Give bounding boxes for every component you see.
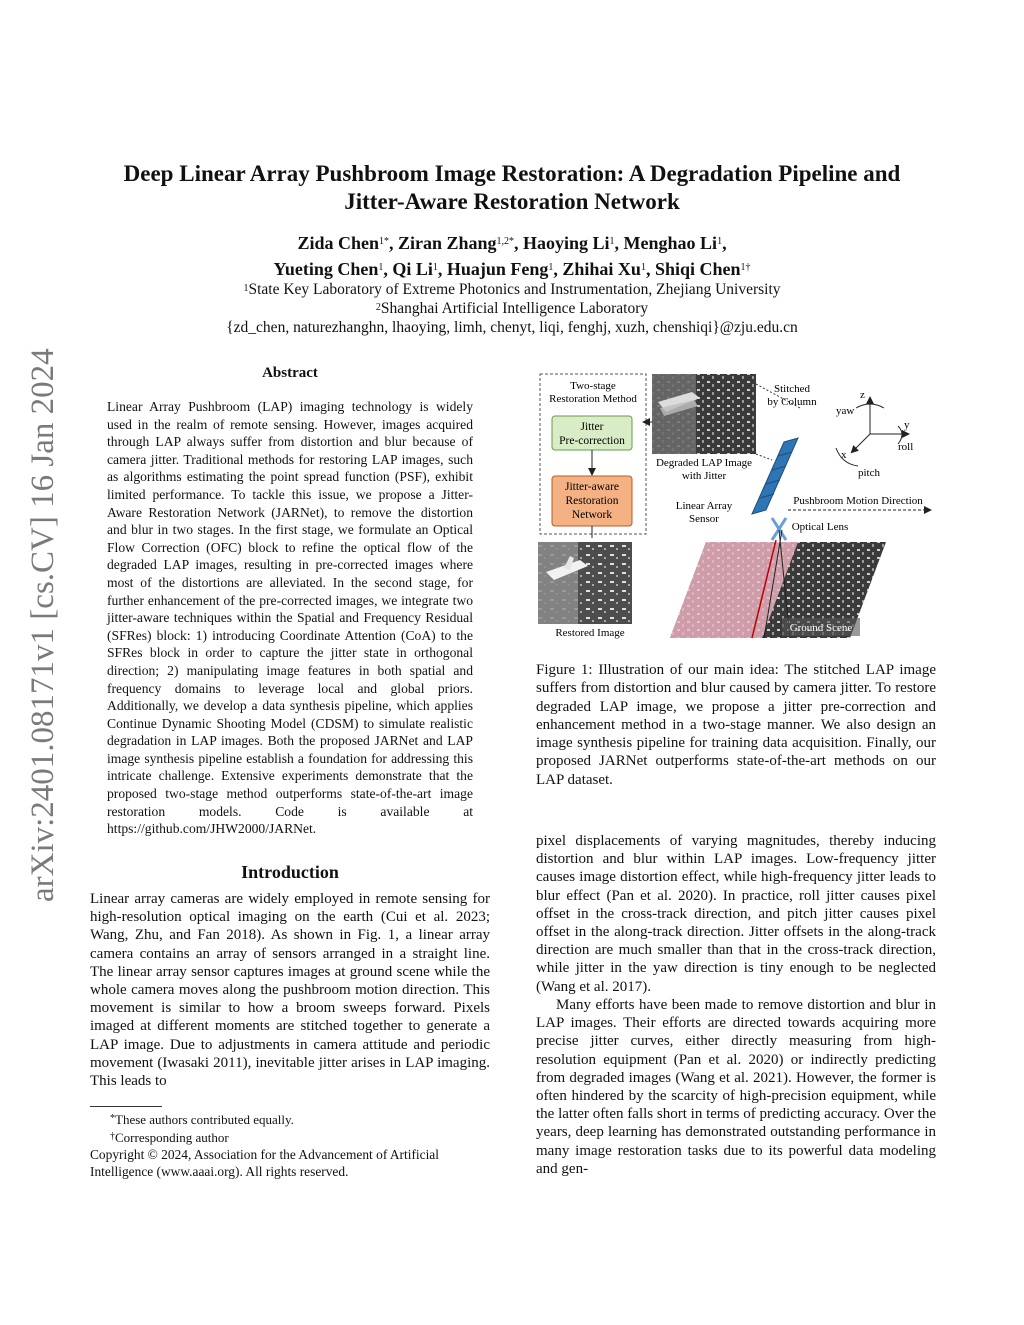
label-ground-scene: Ground Scene	[789, 622, 853, 634]
label-jitter-2: Pre-correction	[559, 435, 625, 447]
footnote-text: These authors contributed equally.	[115, 1112, 294, 1127]
paper-title	[80, 160, 944, 216]
author-name: Qi Li	[392, 259, 433, 279]
label-pushbroom: Pushbroom Motion Direction	[793, 495, 923, 507]
figure-caption: Figure 1: Illustration of our main idea: The stitched LAP image suffers from distortion and blur caused by camera jitter. To restore degraded LAP image, we propose a jitter pre-correction and enhancement method in a two-stage manner. We also design an image synthesis pipeline for training data acquisition. Finally, our proposed JARNet outperforms state-of-the-art methods on our LAP dataset.	[536, 662, 936, 788]
author-sup: 1,2*	[496, 236, 515, 247]
author-sup: 1*	[378, 236, 389, 247]
title-line-2: Jitter-Aware Restoration Network	[344, 189, 680, 214]
footnote-1	[110, 1112, 510, 1128]
label-stitched-2: by Column	[767, 396, 817, 408]
author-list	[80, 230, 944, 282]
introduction-heading: Introduction	[241, 862, 339, 882]
affil-text: State Key Laboratory of Extreme Photonics and Instrumentation, Zhejiang University	[248, 281, 781, 298]
affil-text: Shanghai Artificial Intelligence Laboratory	[380, 300, 649, 317]
label-pitch: pitch	[858, 467, 880, 479]
degraded-lap-image	[652, 374, 756, 454]
footnote-rule	[90, 1106, 162, 1107]
label-two-stage-2: Restoration Method	[549, 393, 637, 405]
copyright-notice: Copyright © 2024, Association for the Advancement of Artificial Intelligence (www.aaai.org). All rights reserved.	[90, 1147, 439, 1179]
stitch-line-bottom	[756, 454, 772, 460]
authors-line-1: Zida Chen$^{1*}$, Ziran Zhang$^{1,2*}$, Haoying Li$^1$, Menghao Li$^1$,	[297, 233, 727, 253]
label-roll: roll	[898, 441, 914, 453]
right-column-para-1: pixel displacements of varying magnitudes, thereby inducing distortion and blur within LAP images. Low-frequency jitter causes image distortion effect, while high-frequency jitter leads to blur effect (Pan et al. 2020). In practice, roll jitter causes pixel offset in the cross-track direction, and pitch jitter causes pixel offset in the along-track direction. Jitter offsets in the along-track direction are much smaller than that in the cross-track direction, while jitter in the yaw direction is tiny enough to be neglected (Wang et al. 2017).	[536, 833, 936, 995]
author-sup: 1	[378, 262, 384, 273]
author-name: Haoying Li	[523, 233, 610, 253]
footnote-sup: *	[110, 1113, 115, 1124]
label-sensor-2: Sensor	[689, 513, 719, 525]
label-jar-2: Restoration	[565, 495, 619, 507]
author-emails: {zd_chen, naturezhanghn, lhaoying, limh, chenyt, liqi, fenghj, xuzh, chenshiqi}@zju.edu.cn	[226, 319, 798, 336]
label-restored: Restored Image	[555, 627, 625, 639]
right-column-para-2: Many efforts have been made to remove distortion and blur in LAP images. Their efforts are directed towards acquiring more precise jitter curves, either directly measuring from high-resolution equipment (Pan et al. 2020) or indirectly predicting from degraded images (Wang et al. 2021). However, the former is often hindered by the scarcity of high-precision equipment, while the latter often falls short in terms of predicting accuracy. Over the years, deep learning has demonstrated outstanding performance in many image restoration tasks due to its powerful data modeling and gen-	[536, 997, 936, 1177]
abstract-heading: Abstract	[262, 365, 318, 381]
axis-y: y	[904, 419, 910, 431]
label-stitched-1: Stitched	[773, 383, 811, 395]
introduction-text: Linear array cameras are widely employed in remote sensing for high-resolution optical imaging on the earth (Cui et al. 2023; Wang, Zhu, and Fan 2018). As shown in Fig. 1, a linear array camera contains an array of sensors arranged in a straight line. The linear array sensor captures images at ground scene while the whole camera moves along the pushbroom motion direction. This movement is similar to how a broom sweeps forward. Pixels imaged at different moments are stitched together to generate a LAP image. Due to adjustments in camera attitude and periodic movement (Iwasaki 2011), inevitable jitter arises in LAP imaging. This leads to	[90, 891, 490, 1090]
authors-line-2: Yueting Chen$^1$, Qi Li$^1$, Huajun Feng$^1$, Zhihai Xu$^1$, Shiqi Chen$^{1\dagger}$	[273, 259, 751, 279]
linear-array-sensor	[752, 438, 798, 514]
author-sup: 1	[548, 262, 554, 273]
label-optical-lens: Optical Lens	[791, 521, 849, 533]
author-name: Huajun Feng	[446, 259, 549, 279]
affiliation-2	[80, 299, 944, 318]
author-name: Shiqi Chen	[654, 259, 741, 279]
author-sup: 1	[640, 262, 646, 273]
footnote-sup: †	[110, 1131, 115, 1142]
figure-1	[536, 372, 940, 644]
label-two-stage-1: Two-stage	[570, 380, 616, 392]
affil-sup: 2	[375, 302, 381, 313]
label-degraded-2: with Jitter	[681, 470, 727, 482]
affiliations	[80, 280, 944, 337]
affil-sup: 1	[243, 283, 249, 294]
axis-x: x	[841, 449, 847, 461]
label-sensor-1: Linear Array	[675, 500, 733, 512]
author-name: Menghao Li	[623, 233, 718, 253]
label-jar-3: Network	[571, 509, 613, 521]
title-line-1: Deep Linear Array Pushbroom Image Restoration: A Degradation Pipeline and	[123, 161, 901, 186]
ground-scene	[670, 530, 886, 638]
abstract-text: Linear Array Pushbroom (LAP) imaging technology is widely used in the realm of remote sensing. However, images acquired through LAP always suffer from distortion and blur because of camera jitter. Traditional methods for restoring LAP images, such as algorithms estimating the point spread function (PSF), exhibit limited performance. To tackle this issue, we propose a Jitter-Aware Restoration Network (JARNet), to remove the distortion and blur in two stages. In the first stage, we formulate an Optical Flow Correction (OFC) block to refine the optical flow of the degraded LAP images, resulting in pre-corrected images where most of the distortions are alleviated. In the second stage, for further enhancement of the pre-corrected images, we integrate two jitter-aware techniques within the Spatial and Frequency Residual (SFRes) block: 1) introducing Coordinate Attention (CoA) to the SFRes block in order to capture the jitter state in orthogonal direction; 2) manipulating image features in both spatial and frequency domains to leverage local and global priors. Additionally, we develop a data synthesis pipeline, which applies Continue Dynamic Shooting Model (CDSM) to simulate realistic degradation in LAP images. Both the proposed JARNet and LAP image synthesis pipeline establish a foundation for addressing this intricate challenge. Extensive experiments demonstrate that the proposed two-stage method outperforms state-of-the-art image restoration models. Code is available at https://github.com/JHW2000/JARNet.	[107, 399, 473, 837]
label-jar-1: Jitter-aware	[564, 481, 620, 493]
footnote-text: Corresponding author	[115, 1130, 229, 1145]
label-yaw: yaw	[836, 405, 855, 417]
author-name: Ziran Zhang	[397, 233, 497, 253]
affiliation-1	[80, 280, 944, 299]
author-name: Zhihai Xu	[562, 259, 641, 279]
arxiv-stamp: arXiv:2401.08171v1 [cs.CV] 16 Jan 2024	[25, 348, 61, 902]
author-sup: 1	[609, 236, 615, 247]
author-sup: 1	[717, 236, 723, 247]
author-name: Zida Chen	[297, 233, 379, 253]
author-sup: 1	[432, 262, 438, 273]
axis-z: z	[860, 389, 865, 401]
author-sup: 1†	[740, 262, 751, 273]
author-name: Yueting Chen	[273, 259, 379, 279]
footnote-2	[110, 1130, 510, 1146]
restored-image	[538, 542, 632, 624]
label-degraded-1: Degraded LAP Image	[655, 457, 753, 469]
label-jitter-1: Jitter	[580, 421, 604, 433]
